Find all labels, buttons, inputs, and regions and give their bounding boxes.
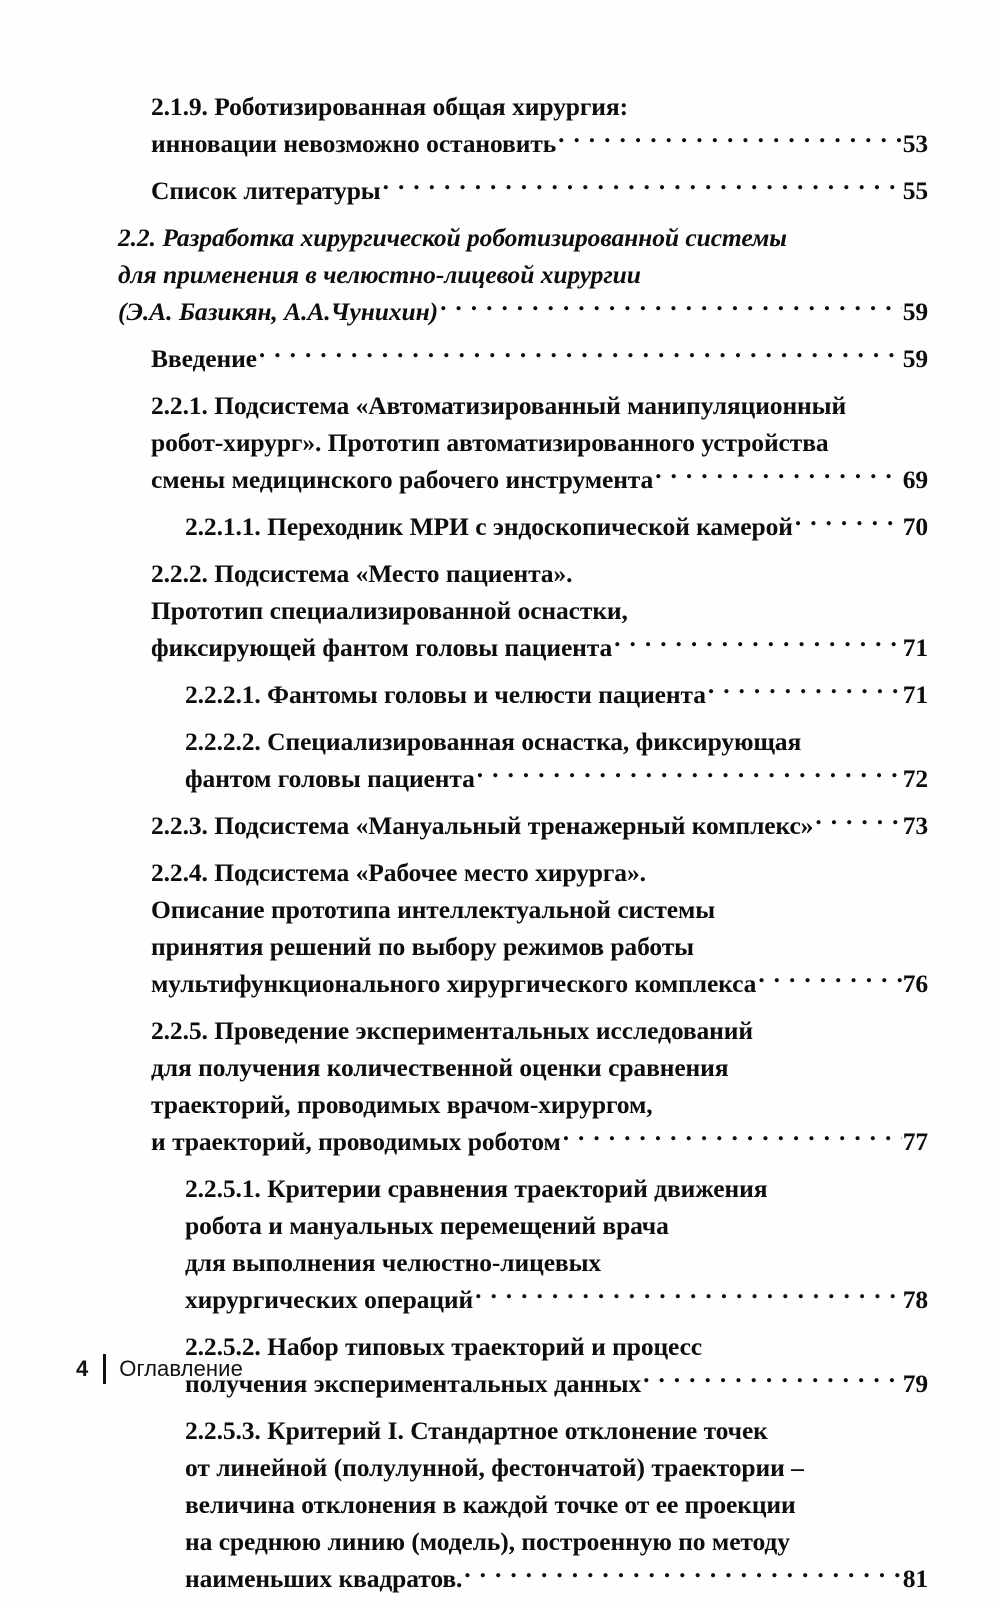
- toc-page-number[interactable]: 71: [902, 680, 928, 709]
- toc-entry-title: (Э.А. Базикян, А.А.Чунихин): [118, 297, 439, 326]
- toc-entry-line: Прототип специализированной оснастки,: [151, 596, 628, 625]
- toc-entry[interactable]: [118, 854, 928, 1002]
- toc-entry[interactable]: [118, 676, 928, 713]
- toc-page-number[interactable]: 69: [902, 465, 928, 494]
- dot-leader: [475, 1283, 902, 1309]
- toc-entry-title: 2.2.1.1. Переходник МРИ с эндоскопической камерой: [185, 512, 793, 541]
- dot-leader: [464, 1562, 901, 1588]
- toc-entry-title: получения экспериментальных данных: [185, 1369, 642, 1398]
- dot-leader: [758, 967, 901, 993]
- toc-entry-line: 2.2.5.1. Критерии сравнения траекторий движения: [185, 1174, 768, 1203]
- toc-entry[interactable]: [118, 1170, 928, 1318]
- toc-entry-line: для выполнения челюстно-лицевых: [185, 1248, 602, 1277]
- toc-entry-title: наименьших квадратов.: [185, 1564, 463, 1593]
- toc-entry-line: Описание прототипа интеллектуальной системы: [151, 895, 716, 924]
- dot-leader: [259, 342, 902, 368]
- toc-entry-last-line: [118, 293, 928, 330]
- toc-entry-line: робота и мануальных перемещений врача: [185, 1211, 669, 1240]
- toc-entry[interactable]: [118, 88, 928, 162]
- dot-leader: [643, 1367, 902, 1393]
- toc-entry-last-line: [151, 1123, 928, 1160]
- toc-entry-line: траекторий, проводимых врачом-хирургом,: [151, 1090, 653, 1119]
- dot-leader: [795, 510, 902, 536]
- toc-entry-lines: [118, 219, 928, 330]
- toc-entry-line: 2.2.1. Подсистема «Автоматизированный манипуляционный: [151, 391, 847, 420]
- toc-entry[interactable]: [118, 508, 928, 545]
- dot-leader: [563, 1125, 902, 1151]
- toc-entry-line: 2.2.2.2. Специализированная оснастка, фиксирующая: [185, 727, 802, 756]
- toc-entry-lines: [151, 172, 928, 209]
- dot-leader: [655, 463, 902, 489]
- dot-leader: [383, 174, 902, 200]
- toc-entry-last-line: [151, 629, 928, 666]
- toc-entry-last-line: [151, 340, 928, 377]
- toc-page-number[interactable]: 77: [902, 1127, 928, 1156]
- toc-page-number[interactable]: 71: [902, 633, 928, 662]
- page-footer: [76, 1352, 243, 1386]
- toc-entry-line: 2.2. Разработка хирургической роботизированной системы: [118, 223, 787, 252]
- toc-entry-lines: [151, 807, 928, 844]
- toc-entry-last-line: [151, 965, 928, 1002]
- toc-entry[interactable]: [118, 807, 928, 844]
- footer-divider-rule: [103, 1354, 106, 1384]
- toc-entry-lines: [185, 1328, 928, 1402]
- toc-entry-line: для применения в челюстно-лицевой хирургии: [118, 260, 641, 289]
- toc-entry-title: инновации невозможно остановить: [151, 129, 557, 158]
- toc-entry-line: 2.2.2. Подсистема «Место пациента».: [151, 559, 573, 588]
- toc-entry-title: 2.2.2.1. Фантомы головы и челюсти пациента: [185, 680, 706, 709]
- toc-entry-line: принятия решений по выбору режимов работы: [151, 932, 694, 961]
- toc-entry[interactable]: [118, 172, 928, 209]
- toc-entry-title: Введение: [151, 344, 257, 373]
- toc-entry-lines: [185, 723, 928, 797]
- dot-leader: [614, 631, 902, 657]
- toc-entry-line: 2.1.9. Роботизированная общая хирургия:: [151, 92, 628, 121]
- toc-entry-line: 2.2.5.3. Критерий I. Стандартное отклонение точек: [185, 1416, 768, 1445]
- toc-entry-title: фантом головы пациента: [185, 764, 475, 793]
- toc-entry-lines: [151, 854, 928, 1002]
- toc-page-number[interactable]: 59: [902, 344, 928, 373]
- toc-entry-title: хирургических операций: [185, 1285, 474, 1314]
- toc-entry-last-line: [185, 1560, 928, 1597]
- dot-leader: [477, 762, 902, 788]
- toc-entry[interactable]: [118, 1412, 928, 1597]
- dot-leader: [815, 809, 901, 835]
- toc-entry[interactable]: [118, 340, 928, 377]
- toc-entry-last-line: [185, 508, 928, 545]
- toc-entry-line: для получения количественной оценки сравнения: [151, 1053, 729, 1082]
- folio-page-number: 4: [76, 1355, 89, 1381]
- toc-entry-last-line: [185, 1365, 928, 1402]
- toc-entry-lines: [185, 676, 928, 713]
- toc-entry-line: робот-хирург». Прототип автоматизированного устройства: [151, 428, 829, 457]
- toc-entry-last-line: [185, 676, 928, 713]
- toc-page-number[interactable]: 53: [902, 129, 928, 158]
- toc-entry-lines: [151, 387, 928, 498]
- toc-entry-last-line: [151, 461, 928, 498]
- toc-page-number[interactable]: 70: [902, 512, 928, 541]
- toc-entry-lines: [185, 1412, 928, 1597]
- dot-leader: [558, 127, 902, 153]
- toc-entry-title: мультифункционального хирургического комплекса: [151, 969, 757, 998]
- toc-entry[interactable]: [118, 555, 928, 666]
- toc-entry-lines: [151, 1012, 928, 1160]
- toc-entry-lines: [151, 555, 928, 666]
- toc-entry-line: на среднюю линию (модель), построенную по методу: [185, 1527, 790, 1556]
- toc-page-number[interactable]: 78: [902, 1285, 928, 1314]
- toc-entry-lines: [185, 1170, 928, 1318]
- toc-entry-title: Список литературы: [151, 176, 381, 205]
- toc-entry[interactable]: [118, 219, 928, 330]
- toc-page-number[interactable]: 76: [902, 969, 928, 998]
- toc-entry-line: 2.2.5.2. Набор типовых траекторий и процесс: [185, 1332, 703, 1361]
- toc-page-number[interactable]: 55: [902, 176, 928, 205]
- toc-entry-line: от линейной (полулунной, фестончатой) траектории –: [185, 1453, 804, 1482]
- toc-entry-last-line: [151, 172, 928, 209]
- toc-page-number[interactable]: 79: [902, 1369, 928, 1398]
- toc-entry-title: фиксирующей фантом головы пациента: [151, 633, 613, 662]
- toc-entry-title: 2.2.3. Подсистема «Мануальный тренажерный комплекс»: [151, 811, 814, 840]
- toc-entry-lines: [185, 508, 928, 545]
- toc-page-number[interactable]: 73: [902, 811, 928, 840]
- toc-entry-line: величина отклонения в каждой точке от ее проекции: [185, 1490, 796, 1519]
- toc-entry-line: 2.2.4. Подсистема «Рабочее место хирурга».: [151, 858, 646, 887]
- toc-page-number[interactable]: 72: [902, 764, 928, 793]
- toc-entry-last-line: [151, 807, 928, 844]
- toc-entry-last-line: [185, 1281, 928, 1318]
- toc-entry-line: 2.2.5. Проведение экспериментальных исследований: [151, 1016, 753, 1045]
- toc-entry[interactable]: [118, 1012, 928, 1160]
- toc-entry-last-line: [185, 760, 928, 797]
- toc-page-number[interactable]: 81: [902, 1564, 928, 1593]
- toc-entry-lines: [151, 340, 928, 377]
- toc-page-number[interactable]: 59: [902, 297, 928, 326]
- dot-leader: [708, 678, 902, 704]
- footer-section-label: Оглавление: [119, 1356, 243, 1381]
- dot-leader: [440, 295, 902, 321]
- toc-entry[interactable]: [118, 723, 928, 797]
- toc-entry-title: и траекторий, проводимых роботом: [151, 1127, 561, 1156]
- toc-entry[interactable]: [118, 387, 928, 498]
- toc-entry-lines: [151, 88, 928, 162]
- toc-entry-title: смены медицинского рабочего инструмента: [151, 465, 654, 494]
- toc-entry-last-line: [151, 125, 928, 162]
